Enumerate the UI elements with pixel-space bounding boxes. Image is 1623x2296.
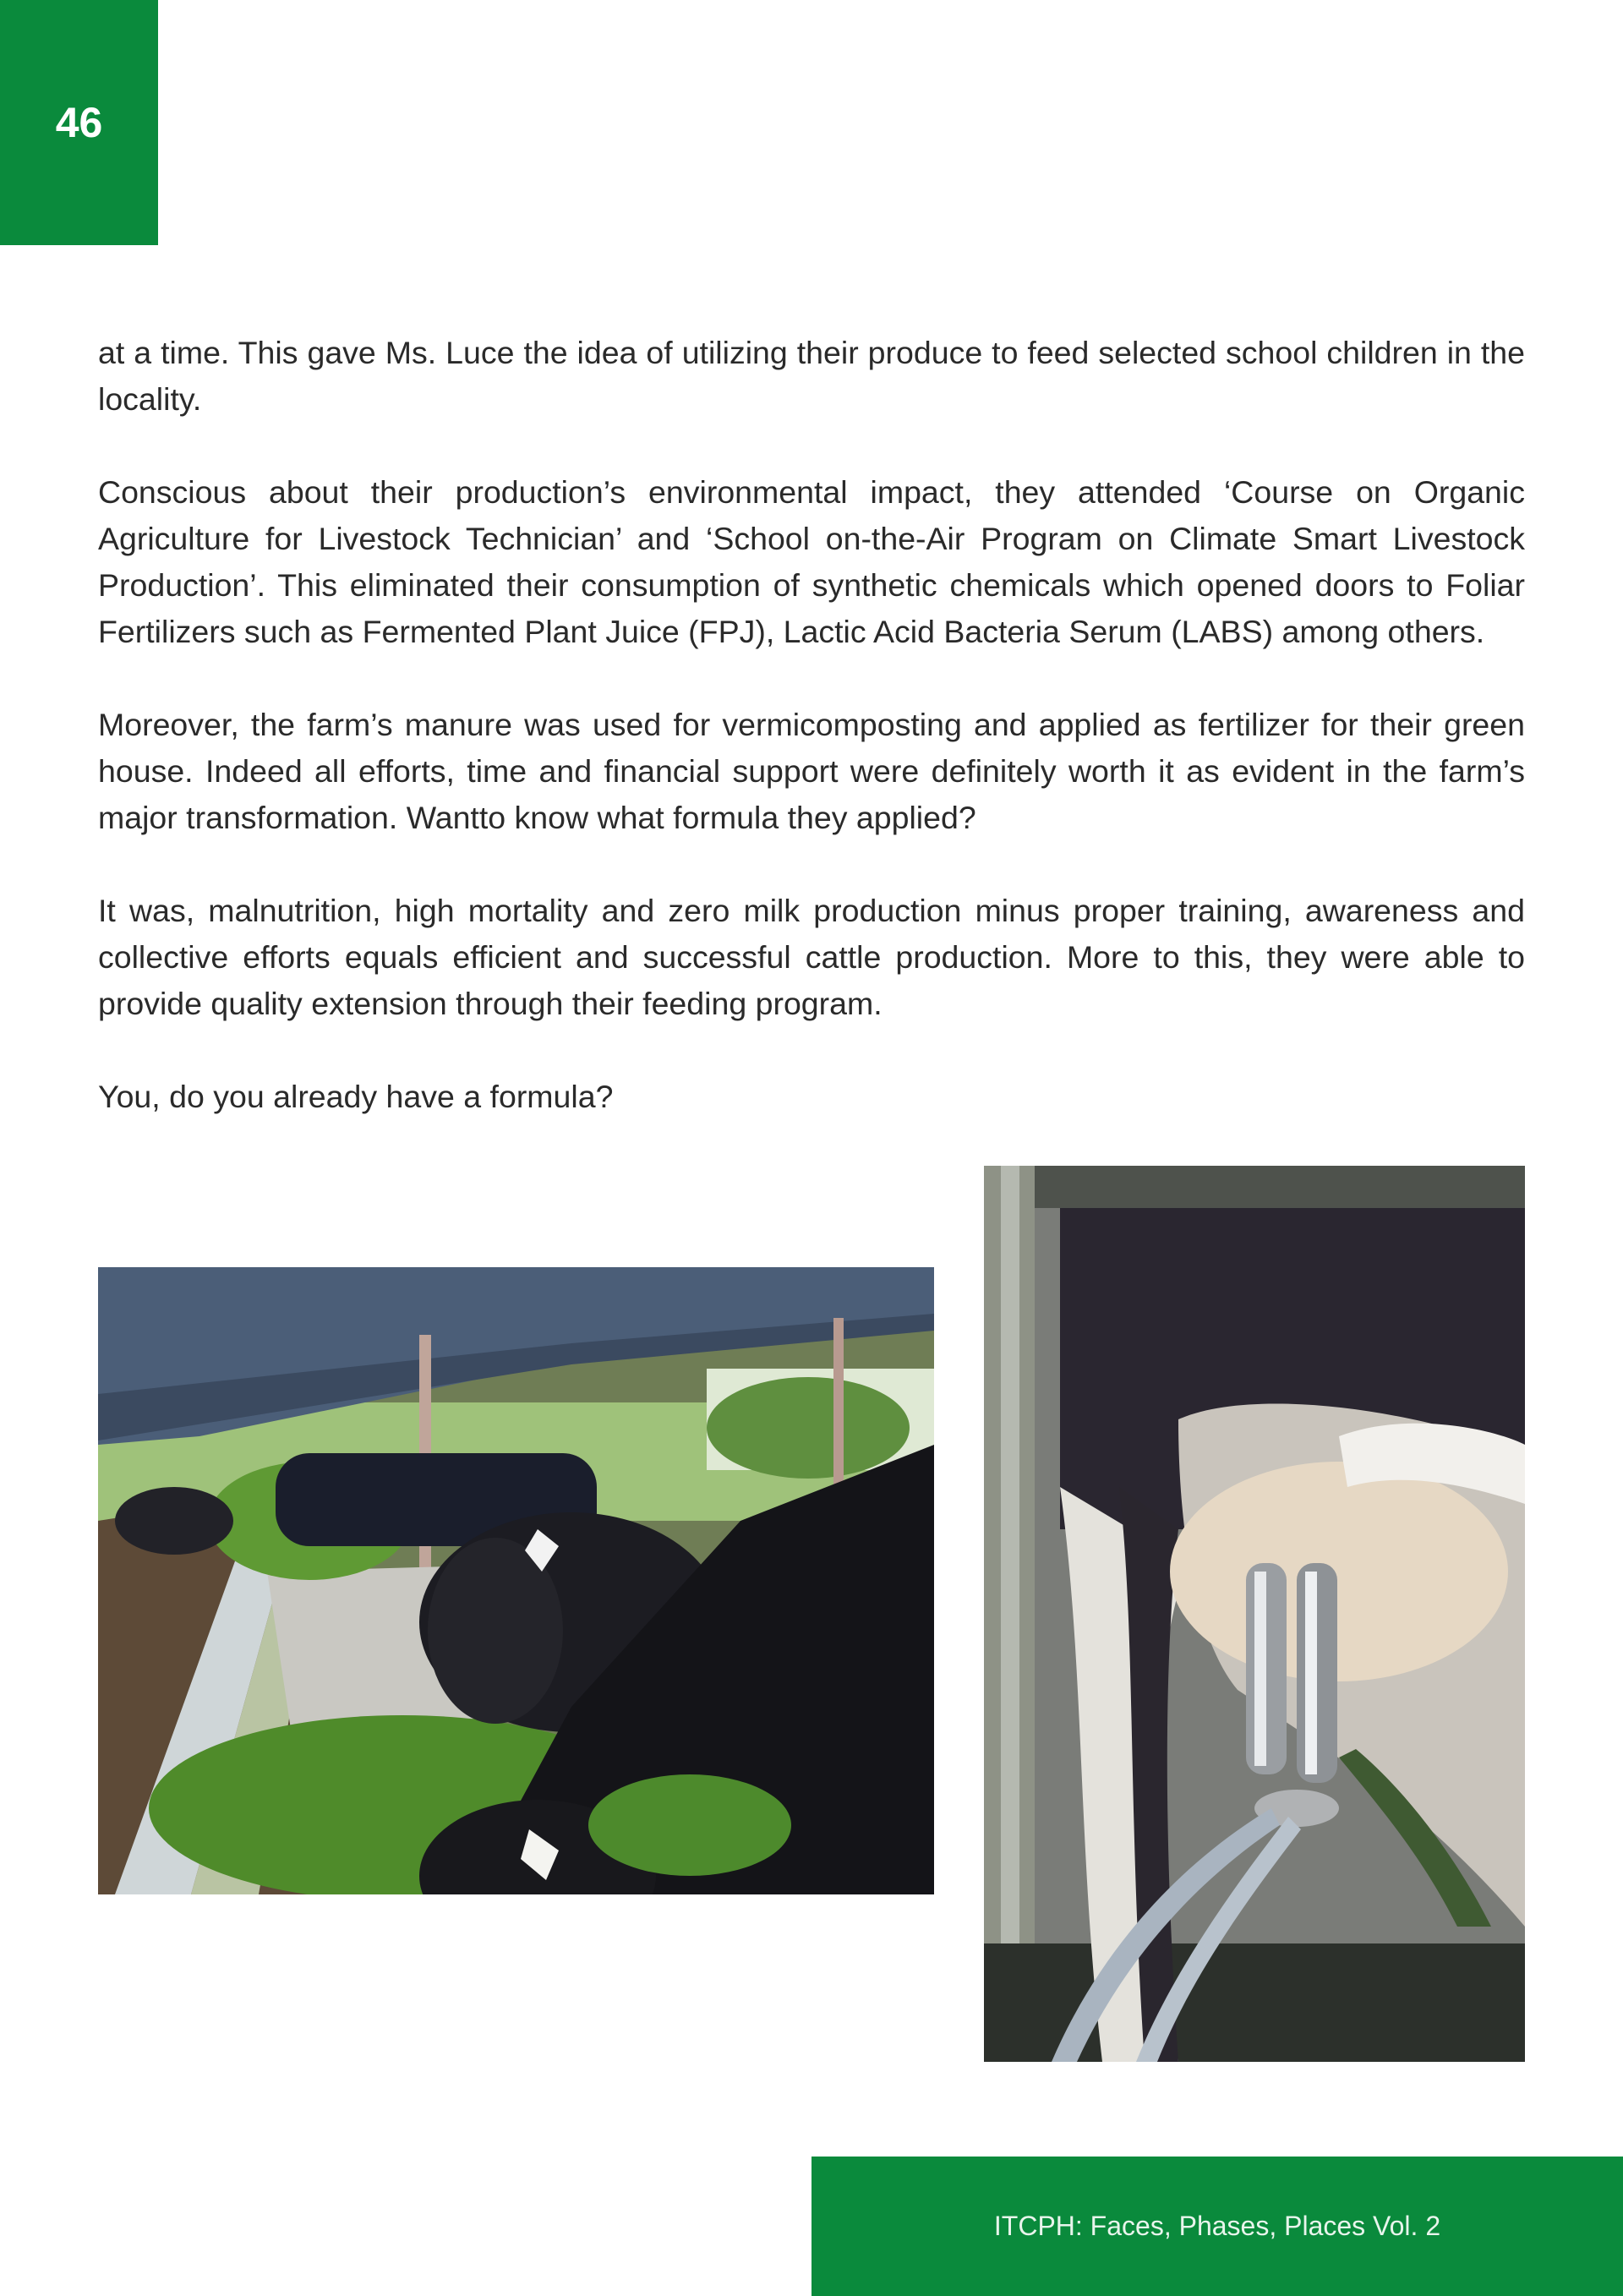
- paragraph: Moreover, the farm’s manure was used for vermicomposting and applied as fertilizer for their green house. Indeed all efforts, time and financial support were definitely worth it as evident in the farm’s major transformation. Wantto know what formula they applied?: [98, 707, 1525, 835]
- paragraph: It was, malnutrition, high mortality and zero milk production minus proper training, awareness and collective efforts equals efficient and successful cattle production. More to this, they were able to provide quality extension through their feeding program.: [98, 893, 1525, 1021]
- paragraph: You, do you already have a formula?: [98, 1079, 614, 1114]
- paragraph: Conscious about their production’s environmental impact, they attended ‘Course on Organic Agriculture for Livestock Technician’ and ‘School on-the-Air Program on Climate Smart Livestock Production’. This eliminated their consumption of synthetic chemicals which opened doors to Foliar Fertilizers such as Fermented Plant Juice (FPJ), Lactic Acid Bacteria Serum (LABS) among others.: [98, 474, 1525, 649]
- cattle-feeding-photo: [98, 1267, 934, 1894]
- paragraph: at a time. This gave Ms. Luce the idea of utilizing their produce to feed selected school children in the locality.: [98, 335, 1525, 417]
- footer-bar: [812, 2157, 1623, 2296]
- publication-title: ITCPH: Faces, Phases, Places Vol. 2: [993, 2211, 1441, 2241]
- page-number: 46: [55, 99, 103, 146]
- article-body: [98, 330, 1525, 1167]
- page-number-tab: [0, 0, 158, 245]
- milking-machine-photo: [984, 1166, 1525, 2062]
